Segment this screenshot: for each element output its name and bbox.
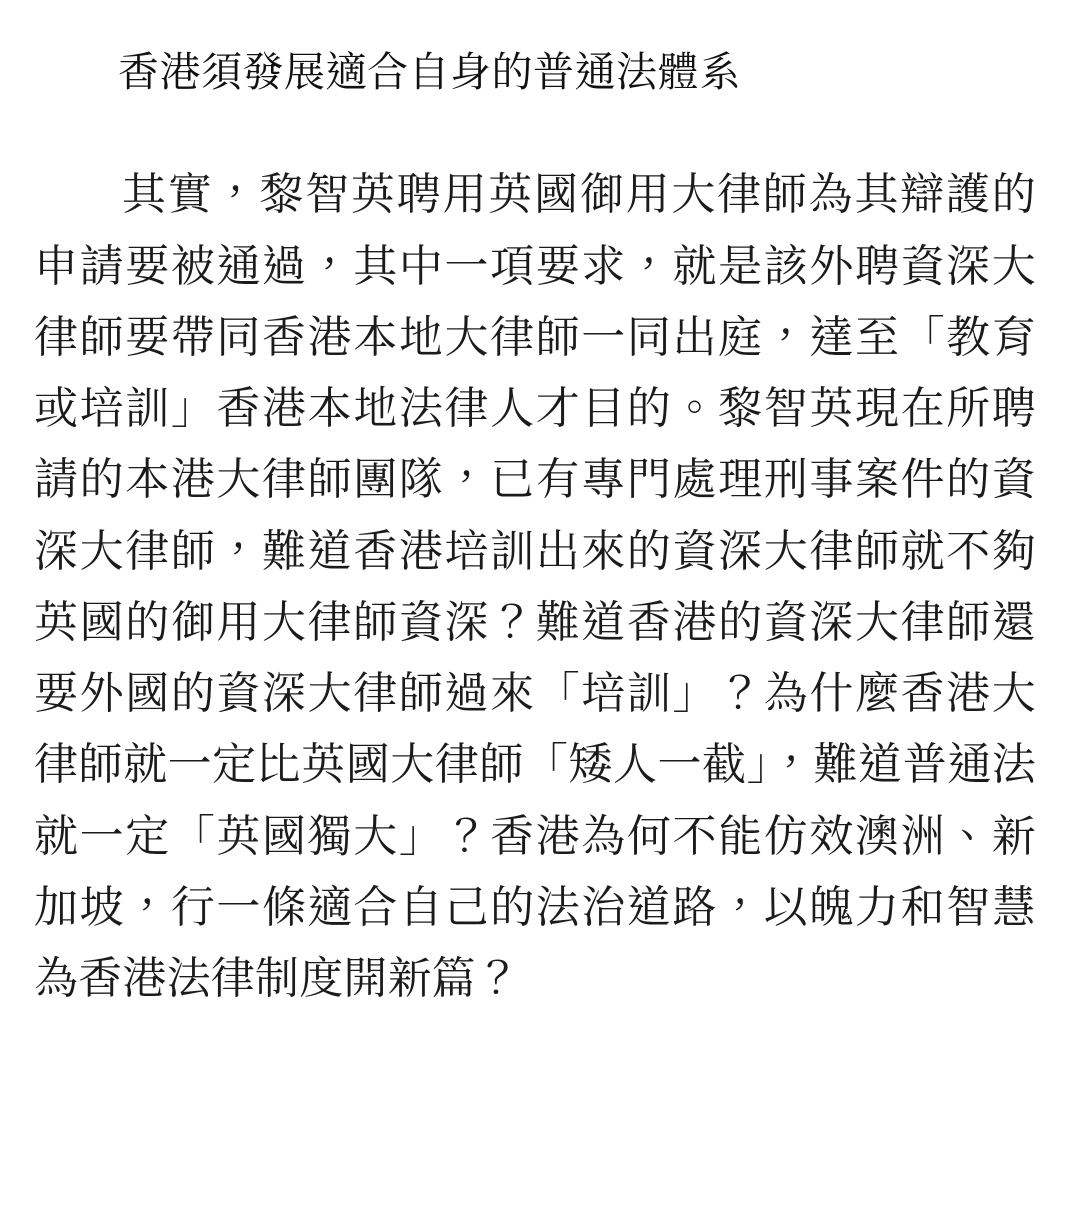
body-paragraph: 其實，黎智英聘用英國御用大律師為其辯護的申請要被通過，其中一項要求，就是該外聘資深大律師要帶同香港本地大律師一同出庭，達至「教育或培訓」香港本地法律人才目的。黎智英現在所聘請的本港大律師團隊，已有專門處理刑事案件的資深大律師，難道香港培訓出來的資深大律師就不夠英國的御用大律師資深？難道香港的資深大律師還要外國的資深大律師過來「培訓」？為什麼香港大律師就一定比英國大律師「矮人一截」，難道普通法就一定「英國獨大」？香港為何不能仿效澳洲、新加坡，行一條適合自己的法治道路，以魄力和智慧為香港法律制度開新篇？ xyxy=(34,169,1036,1005)
page-title: 香港須發展適合自身的普通法體系 xyxy=(118,48,741,96)
article-body xyxy=(0,99,1076,1014)
